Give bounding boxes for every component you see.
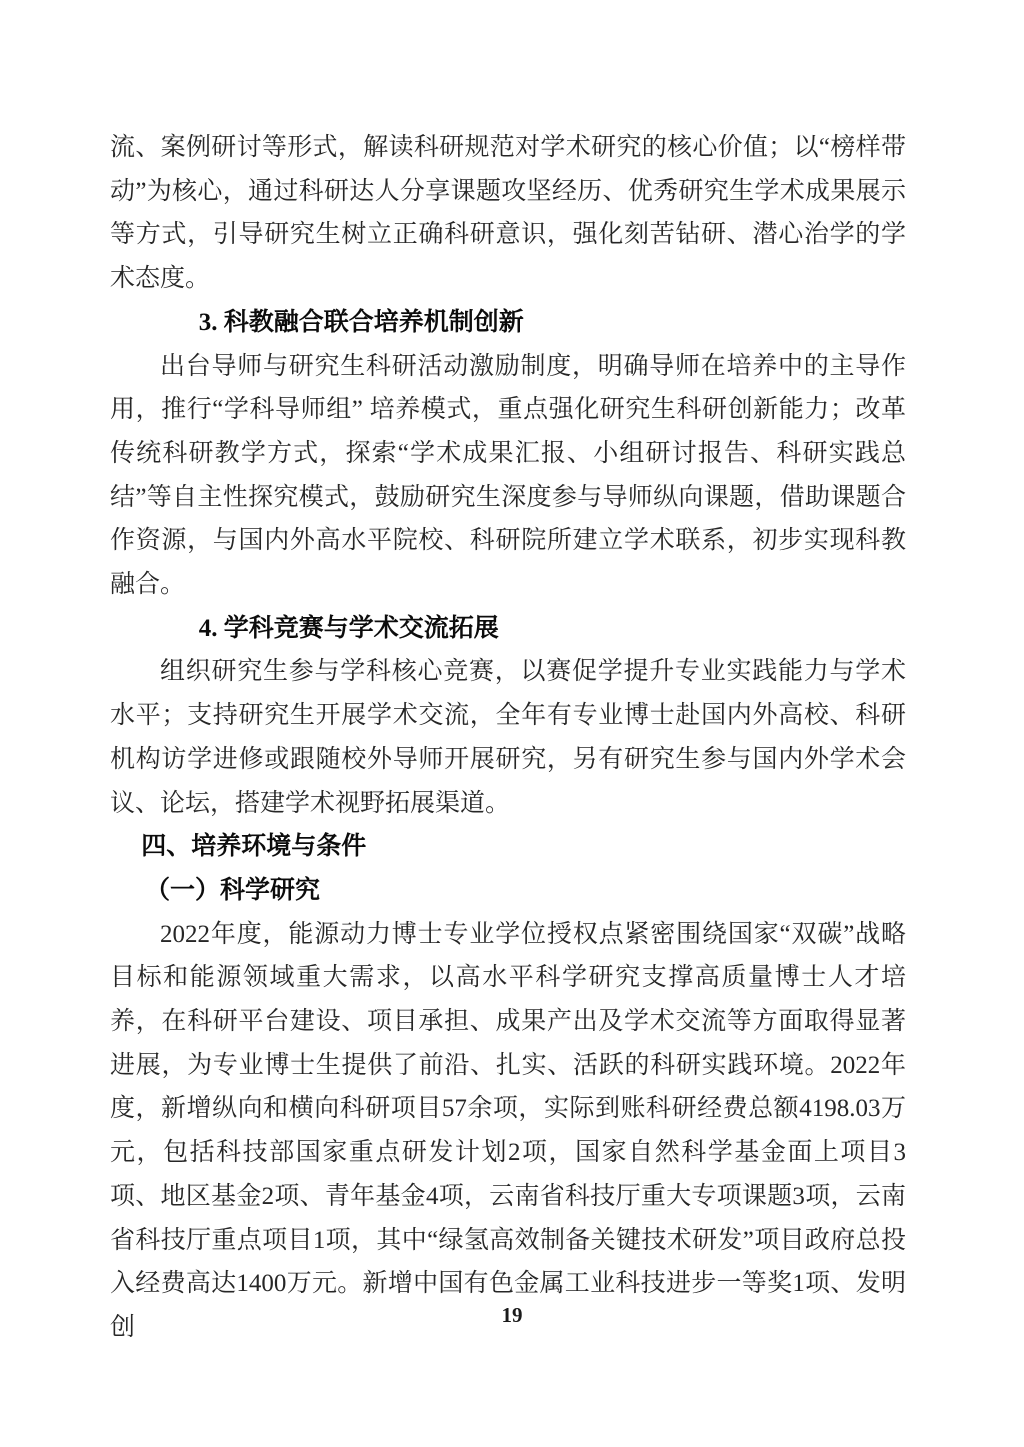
- subsection-heading-scientific-research: （一）科学研究: [145, 876, 321, 904]
- paragraph-mentor-incentive: 出台导师与研究生科研活动激励制度，明确导师在培养中的主导作用，推行“学科导师组” 培养模式，重点强化研究生科研创新能力；改革传统科研教学方式，探索“学术成果汇报、小组研讨报告、科研实践总结”等自主性探究模式，鼓励研究生深度参与导师纵向课题，借助课题合作资源，与国内外高水平院校、科研院所建立学术联系，初步实现科教融合。: [110, 352, 906, 599]
- document-body: [110, 126, 906, 1350]
- paragraph-2022-research-overview: 2022年度，能源动力博士专业学位授权点紧密围绕国家“双碳”战略目标和能源领域重大需求，以高水平科学研究支撑高质量博士人才培养，在科研平台建设、项目承担、成果产出及学术交流等方面取得显著进展，为专业博士生提供了前沿、扎实、活跃的科研实践环境。2022年度，新增纵向和横向科研项目57余项，实际到账科研经费总额4198.03万元，包括科技部国家重点研发计划2项，国家自然科学基金面上项目3项、地区基金2项、青年基金4项，云南省科技厅重大专项课题3项，云南省科技厅重点项目1项，其中“绿氢高效制备关键技术研发”项目政府总投入经费高达1400万元。新增中国有色金属工业科技进步一等奖1项、发明创: [110, 920, 906, 1341]
- paragraph-continuation: 流、案例研讨等形式，解读科研规范对学术研究的核心价值；以“榜样带动”为核心，通过科研达人分享课题攻坚经历、优秀研究生学术成果展示等方式，引导研究生树立正确科研意识，强化刻苦钻研、潜心治学的学术态度。: [110, 134, 906, 293]
- paragraph-competitions-exchange: 组织研究生参与学科核心竞赛，以赛促学提升专业实践能力与学术水平；支持研究生开展学术交流，全年有专业博士赴国内外高校、科研机构访学进修或跟随校外导师开展研究，另有研究生参与国内外学术会议、论坛，搭建学术视野拓展渠道。: [110, 658, 906, 817]
- section-heading-training-environment: 四、培养环境与条件: [141, 833, 367, 861]
- heading-3-ke-jiao-rong-he: 3. 科教融合联合培养机制创新: [198, 308, 524, 336]
- heading-4-xue-ke-jing-sai: 4. 学科竞赛与学术交流拓展: [198, 614, 499, 642]
- page-number: 19: [501, 1303, 523, 1327]
